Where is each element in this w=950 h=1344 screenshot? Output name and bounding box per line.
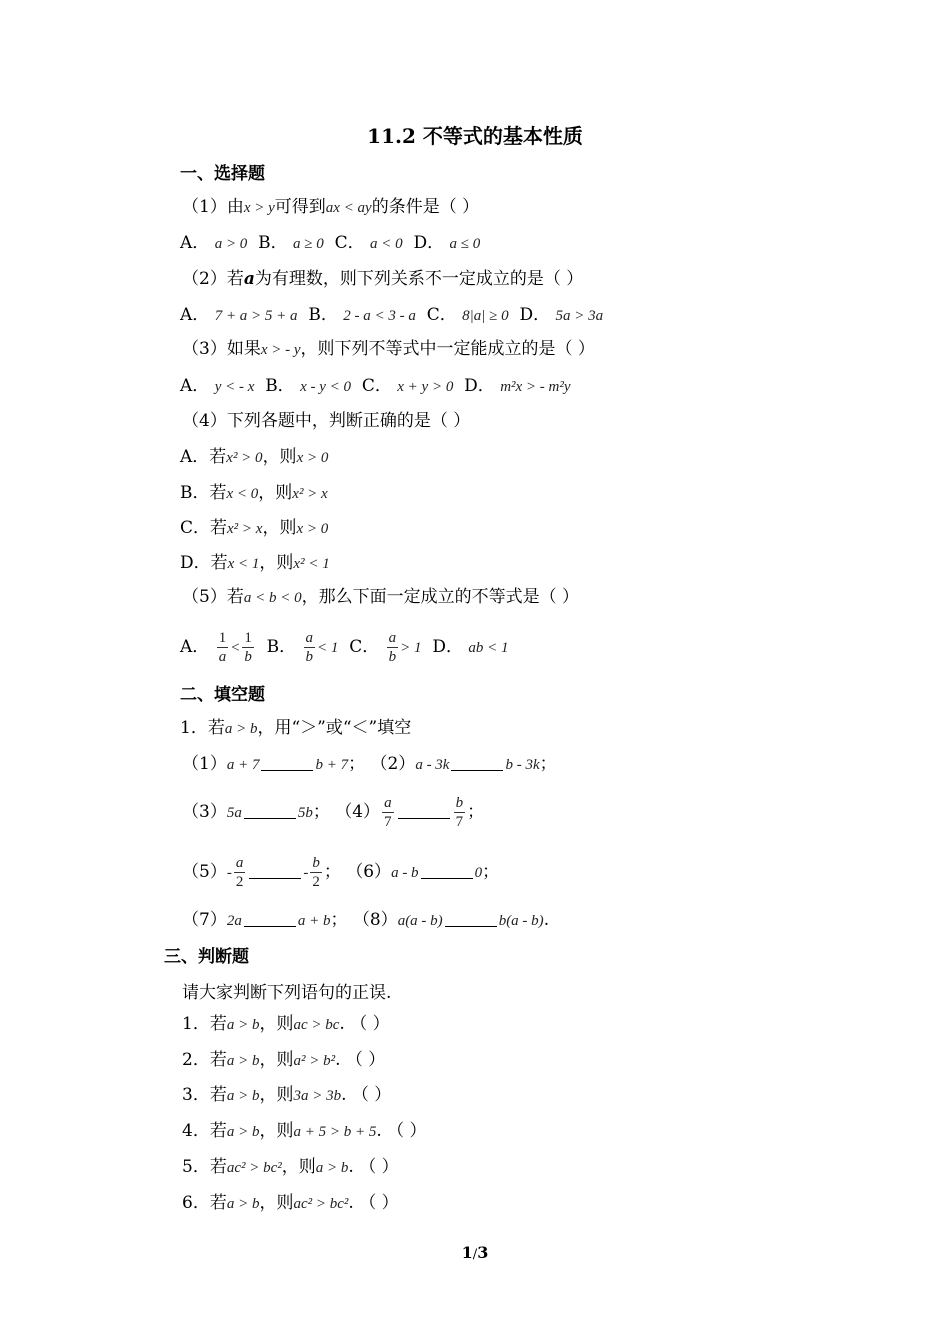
- option-a-label: A．: [180, 637, 210, 657]
- answer-parentheses: . （ ）: [335, 1050, 386, 1070]
- denominator: 2: [312, 874, 320, 890]
- math: ac² > bc²: [293, 1196, 349, 1212]
- math: a > b: [226, 1124, 260, 1140]
- fill-row-4: [182, 908, 549, 933]
- option-b-label: B．: [266, 637, 297, 657]
- question-5-stem: [182, 585, 579, 610]
- text: ，则: [259, 1193, 294, 1213]
- math: b + 7: [315, 757, 349, 773]
- math: x > 0: [296, 521, 329, 537]
- text: ，则: [262, 447, 297, 467]
- text: （2）若: [182, 269, 244, 289]
- math: -: [226, 865, 232, 881]
- fraction: [242, 629, 254, 666]
- question-4-stem: （4）下列各题中，判断正确的是（ ）: [182, 411, 471, 431]
- text: 若: [210, 553, 228, 573]
- text: （3）: [182, 802, 227, 822]
- math: a - b: [391, 865, 419, 881]
- text: ，则: [262, 518, 297, 538]
- text: ，则: [259, 553, 294, 573]
- text: ；: [312, 802, 330, 822]
- current-page: 1: [461, 1243, 473, 1262]
- total-pages: 3: [477, 1243, 489, 1262]
- label: A．: [180, 447, 210, 467]
- text: （1）由: [182, 197, 244, 217]
- answer-blank[interactable]: [244, 912, 296, 927]
- judge-intro: 请大家判断下列语句的正误.: [182, 983, 392, 1003]
- judge-item-1: [182, 1012, 390, 1037]
- math: 5a: [226, 805, 242, 821]
- math: 2a: [226, 913, 242, 929]
- answer-blank[interactable]: [421, 864, 473, 879]
- answer-blank[interactable]: [261, 756, 313, 771]
- text: ，则: [259, 1121, 294, 1141]
- question-3-options: [180, 374, 571, 399]
- text: （2）: [370, 754, 416, 774]
- option-c-label: C．: [334, 233, 365, 253]
- option-c: 8|a| ≥ 0: [462, 308, 509, 324]
- math: a² > b²: [293, 1053, 336, 1069]
- math: <: [230, 640, 241, 656]
- math: a - 3k: [415, 757, 450, 773]
- option-b-label: B．: [265, 376, 295, 396]
- numerator: a: [388, 630, 397, 646]
- math: a(a - b): [397, 913, 443, 929]
- question-5-options: [180, 627, 509, 668]
- numerator: 1: [244, 630, 252, 646]
- text: （8）: [352, 910, 398, 930]
- math: x > 0: [296, 450, 329, 466]
- text: 为有理数，则下列关系不一定成立的是（ ）: [254, 269, 584, 289]
- fraction: [387, 629, 399, 666]
- fraction: [382, 794, 394, 831]
- math: a + 5 > b + 5: [293, 1124, 377, 1140]
- text: .: [543, 910, 550, 930]
- option-d: 5a > 3a: [555, 308, 604, 324]
- question-2-stem: [182, 267, 583, 291]
- fill-row-2: [182, 792, 484, 833]
- question-1-stem: [182, 195, 479, 220]
- page-title: 11.2 不等式的基本性质: [367, 124, 583, 148]
- text: （5）: [182, 862, 227, 882]
- option-d-label: D．: [432, 637, 463, 657]
- text: ，则: [281, 1157, 316, 1177]
- math: a > b: [226, 1088, 260, 1104]
- math: a > b: [226, 1053, 260, 1069]
- option-d-label: D．: [519, 305, 551, 325]
- option-b: 2 - a < 3 - a: [343, 308, 416, 324]
- answer-parentheses: . （ ）: [348, 1193, 399, 1213]
- option-a: 7 + a > 5 + a: [214, 308, 298, 324]
- math: x < 1: [227, 556, 260, 572]
- judge-item-6: [182, 1191, 399, 1216]
- fill-row-3: [182, 852, 499, 893]
- text: 若: [210, 518, 228, 538]
- text: 6．若: [182, 1193, 227, 1213]
- option-a-label: A．: [180, 376, 210, 396]
- text: ，那么下面一定成立的不等式是（ ）: [301, 587, 579, 607]
- numerator: 1: [218, 630, 227, 646]
- text: ；: [539, 754, 557, 774]
- question-4-option-a: [180, 445, 328, 470]
- fraction: [234, 854, 246, 891]
- math: x² > x: [292, 486, 328, 502]
- text: （3）如果: [182, 339, 261, 359]
- text: 若: [209, 447, 227, 467]
- label: C．: [180, 518, 211, 538]
- denominator: 7: [384, 814, 392, 830]
- judge-item-4: [182, 1119, 427, 1144]
- math: 0: [474, 865, 483, 881]
- math: < 1: [317, 640, 339, 656]
- answer-blank[interactable]: [249, 864, 301, 879]
- numerator: b: [312, 855, 320, 871]
- denominator: a: [218, 649, 227, 665]
- text: 1．若: [180, 718, 225, 738]
- text: 5．若: [182, 1157, 227, 1177]
- question-2-options: [180, 303, 603, 328]
- math: 5b: [297, 805, 313, 821]
- option-c-label: C．: [426, 305, 457, 325]
- question-4-option-d: [180, 551, 330, 576]
- option-a: y < - x: [214, 379, 255, 395]
- section-heading-fill: 二、填空题: [180, 685, 265, 705]
- judge-item-5: [182, 1155, 399, 1180]
- option-c: a < 0: [370, 236, 403, 252]
- text: （5）若: [182, 587, 244, 607]
- text: ，则下列不等式中一定能成立的是（ ）: [300, 339, 595, 359]
- answer-blank[interactable]: [445, 912, 497, 927]
- text: ；: [467, 802, 485, 822]
- page-number: [0, 1243, 950, 1262]
- answer-blank[interactable]: [398, 804, 450, 819]
- math: a > b: [226, 1017, 260, 1033]
- option-c: x + y > 0: [397, 379, 454, 395]
- separator: /: [472, 1247, 478, 1262]
- text: （4）: [335, 802, 381, 822]
- fraction: [454, 794, 466, 831]
- math: b - 3k: [505, 757, 540, 773]
- math: a > b: [226, 1196, 260, 1212]
- text: ；: [482, 862, 500, 882]
- fill-row-1: [182, 752, 557, 777]
- math: ac > bc: [293, 1017, 340, 1033]
- text: ，则: [259, 1050, 294, 1070]
- fraction: [310, 854, 322, 891]
- text: ；: [330, 910, 348, 930]
- answer-blank[interactable]: [244, 804, 296, 819]
- text: 的条件是（ ）: [371, 197, 480, 217]
- text: ；: [323, 862, 341, 882]
- numerator: a: [235, 855, 244, 871]
- denominator: b: [388, 649, 397, 665]
- math: x² > 0: [226, 450, 263, 466]
- option-d-label: D．: [464, 376, 495, 396]
- math: a + b: [297, 913, 331, 929]
- answer-parentheses: . （ ）: [341, 1085, 392, 1105]
- text: （7）: [182, 910, 227, 930]
- option-d: m²x > - m²y: [500, 379, 571, 395]
- option-a-label: A．: [180, 305, 210, 325]
- option-b: a ≥ 0: [293, 236, 324, 252]
- text: ，则: [259, 1085, 294, 1105]
- answer-parentheses: . （ ）: [348, 1157, 399, 1177]
- denominator: b: [244, 649, 252, 665]
- math: ax < ay: [325, 200, 372, 216]
- math: x² > x: [227, 521, 263, 537]
- text: ，则: [258, 483, 293, 503]
- option-b-label: B．: [258, 233, 288, 253]
- answer-parentheses: . （ ）: [376, 1121, 427, 1141]
- judge-item-3: [182, 1083, 391, 1108]
- math: b(a - b): [498, 913, 544, 929]
- math: x > - y: [260, 342, 301, 358]
- math: x > y: [243, 200, 275, 216]
- text: ，用“＞”或“＜”填空: [257, 718, 412, 738]
- fill-intro: [180, 716, 411, 741]
- text: 3．若: [182, 1085, 227, 1105]
- math: x² < 1: [293, 556, 330, 572]
- denominator: b: [305, 649, 314, 665]
- math: x < 0: [226, 486, 259, 502]
- numerator: a: [305, 630, 314, 646]
- math: a: [243, 269, 255, 289]
- math: a < b < 0: [243, 590, 302, 606]
- question-4-option-c: [180, 516, 328, 541]
- section-heading-judge: 三、判断题: [164, 947, 249, 967]
- label: D．: [180, 553, 211, 573]
- math: a + 7: [226, 757, 260, 773]
- fraction: [217, 629, 229, 666]
- denominator: 2: [235, 874, 244, 890]
- math: ac² > bc²: [226, 1160, 282, 1176]
- option-c-label: C．: [361, 376, 392, 396]
- numerator: a: [384, 795, 392, 811]
- text: 可得到: [274, 197, 326, 217]
- section-heading-choice: 一、选择题: [180, 164, 265, 184]
- question-4-option-b: [180, 481, 328, 506]
- question-3-stem: [182, 337, 595, 362]
- judge-item-2: [182, 1048, 385, 1073]
- option-b-label: B．: [308, 305, 338, 325]
- text: （1）: [182, 754, 227, 774]
- option-d: ab < 1: [468, 640, 509, 656]
- option-b: x - y < 0: [300, 379, 352, 395]
- option-d: a ≤ 0: [449, 236, 481, 252]
- math: a > b: [224, 721, 258, 737]
- answer-blank[interactable]: [451, 756, 503, 771]
- fraction: [304, 629, 316, 666]
- option-d-label: D．: [413, 233, 445, 253]
- text: （6）: [346, 862, 392, 882]
- text: 1．若: [182, 1014, 227, 1034]
- text: 4．若: [182, 1121, 227, 1141]
- label: B．: [180, 483, 210, 503]
- text: 若: [209, 483, 227, 503]
- answer-parentheses: . （ ）: [339, 1014, 390, 1034]
- math: > 1: [400, 640, 422, 656]
- option-c-label: C．: [349, 637, 380, 657]
- option-a-label: A．: [180, 233, 210, 253]
- text: 2．若: [182, 1050, 227, 1070]
- question-1-options: [180, 231, 480, 256]
- math: -: [303, 865, 309, 881]
- math: a > b: [315, 1160, 349, 1176]
- text: ；: [348, 754, 366, 774]
- denominator: 7: [455, 814, 464, 830]
- text: ，则: [259, 1014, 294, 1034]
- option-a: a > 0: [214, 236, 248, 252]
- numerator: b: [455, 795, 464, 811]
- math: 3a > 3b: [293, 1088, 342, 1104]
